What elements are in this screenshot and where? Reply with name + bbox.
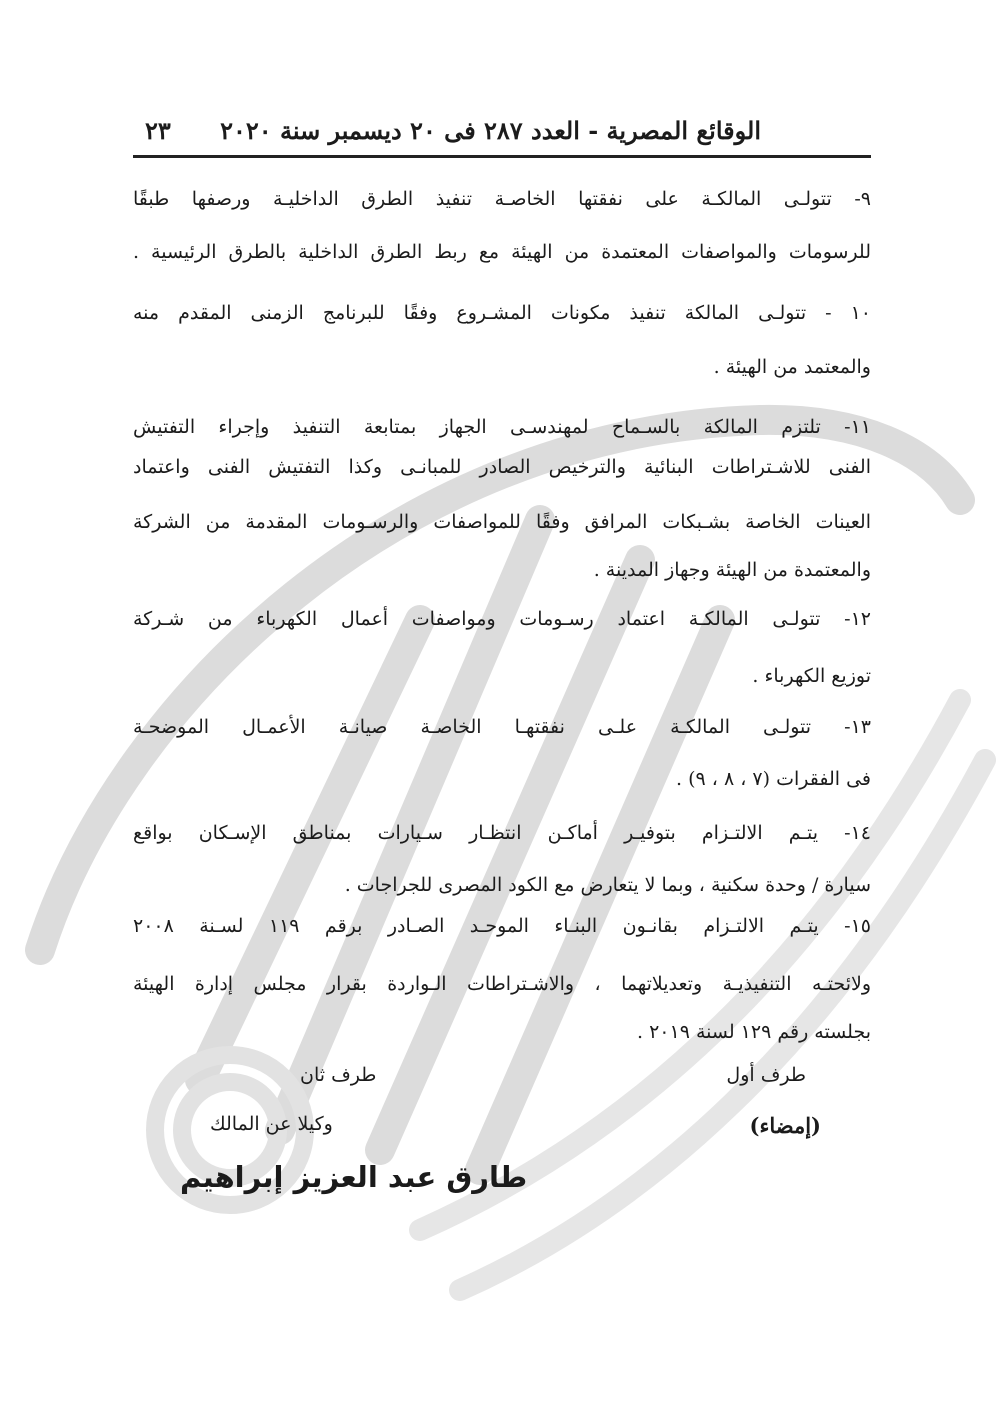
clause-10-line-2: والمعتمد من الهيئة . <box>713 356 871 378</box>
first-party-signature: (إمضاء) <box>749 1113 821 1138</box>
second-party-role: وكيلا عن المالك <box>210 1113 333 1135</box>
clause-11-line-4: والمعتمدة من الهيئة وجهاز المدينة . <box>593 559 871 581</box>
clause-9-line-2: للرسومات والمواصفات المعتمدة من الهيئة مع ربط الطرق الداخلية بالطرق الرئيسية . <box>133 241 871 263</box>
clause-15-line-3: بجلسته رقم ١٢٩ لسنة ٢٠١٩ . <box>637 1021 871 1043</box>
first-party-label: طرف أول <box>726 1064 806 1086</box>
clause-13-line-1: ١٣- تتولـى المالكـة علـى نفقتهـا الخاصـة صيانـة الأعمـال الموضحـة <box>133 716 871 738</box>
page-header <box>133 112 871 154</box>
gazette-issue-title: الوقائع المصرية - العدد ٢٨٧ فى ٢٠ ديسمبر سنة ٢٠٢٠ <box>220 116 761 145</box>
page-number: ٢٣ <box>145 116 171 145</box>
clause-12-line-1: ١٢- تتولـى المالكـة اعتماد رسـومات ومواصفات أعمال الكهرباء من شـركة <box>133 608 871 630</box>
clause-13-line-2: فى الفقرات (٧ ، ٨ ، ٩) . <box>676 768 871 790</box>
clause-10-line-1: ١٠ - تتولـى المالكة تنفيذ مكونات المشـروع وفقًا للبرنامج الزمنى المقدم منه <box>133 302 871 324</box>
header-divider <box>133 155 871 158</box>
clause-11-line-1: ١١- تلتزم المالكة بالسـماح لمهندسـى الجهاز بمتابعة التنفيذ وإجراء التفتيش <box>133 416 871 438</box>
second-party-label: طرف ثان <box>300 1064 377 1086</box>
second-party-name: طارق عبد العزيز إبراهيم <box>180 1160 528 1194</box>
clause-11-line-2: الفنى للاشـتراطات البنائية والترخيص الصادر للمبانـى وكذا التفتيش الفنى واعتماد <box>133 456 871 478</box>
clause-11-line-3: العينات الخاصة بشـبكات المرافق وفقًا للمواصفات والرسـومات المقدمة من الشركة <box>133 511 871 533</box>
clause-15-line-1: ١٥- يتـم الالتـزام بقانـون البنـاء الموحـد الصـادر برقم ١١٩ لسـنة ٢٠٠٨ <box>133 915 871 937</box>
clause-14-line-1: ١٤- يتـم الالتـزام بتوفيـر أماكـن انتظـار سـيارات بمناطق الإسـكان بواقع <box>133 822 871 844</box>
clause-12-line-2: توزيع الكهرباء . <box>752 665 871 687</box>
clause-9-line-1: ٩- تتولـى المالكـة على نفقتها الخاصـة تنفيذ الطرق الداخليـة ورصفها طبقًا <box>133 188 871 210</box>
clause-14-line-2: سيارة / وحدة سكنية ، وبما لا يتعارض مع الكود المصرى للجراجات . <box>344 874 871 896</box>
clause-15-line-2: ولائحتـه التنفيذيـة وتعديلاتهما ، والاشـتراطات الـواردة بقرار مجلس إدارة الهيئة <box>133 973 871 995</box>
